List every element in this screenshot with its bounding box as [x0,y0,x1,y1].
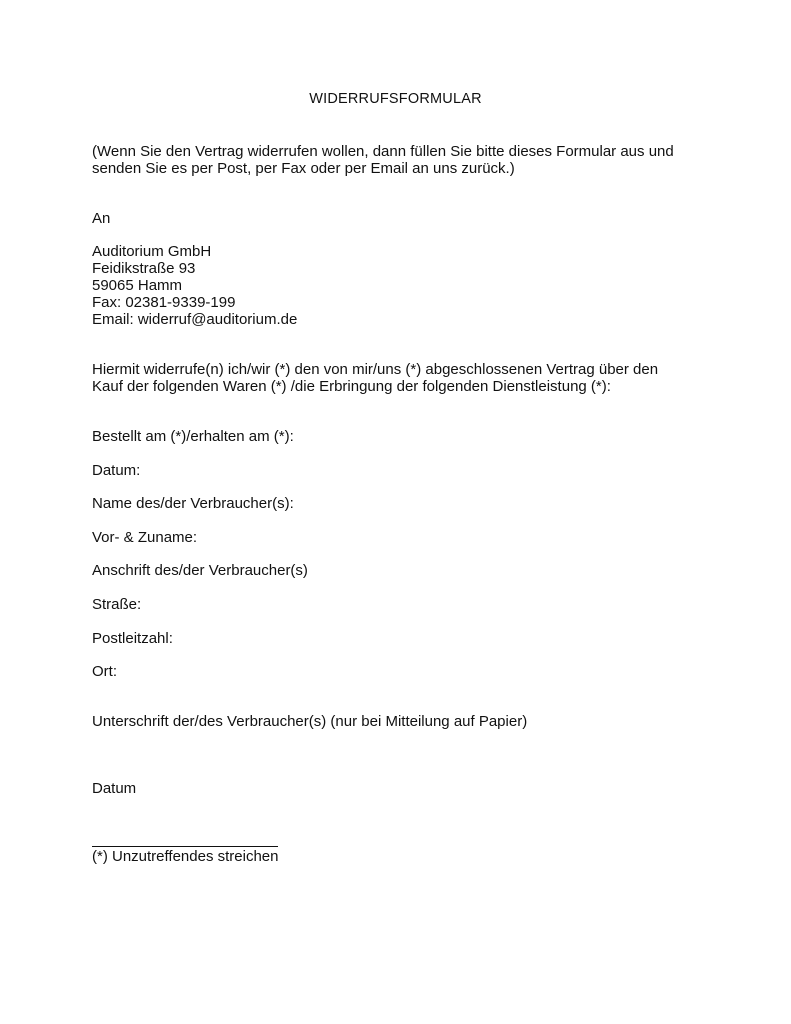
field-order-date: Bestellt am (*)/erhalten am (*): [92,428,294,445]
field-full-name: Vor- & Zuname: [92,529,198,546]
form-title: WIDERRUFSFORMULAR [309,91,482,107]
field-street: Straße: [92,596,142,613]
field-consumer-name: Name des/der Verbraucher(s): [92,495,294,512]
recipient-address [92,243,712,328]
recipient-label: An [92,210,111,227]
footnote: (*) Unzutreffendes streichen [92,848,279,865]
email-address: Email: widerruf@auditorium.de [92,311,298,328]
statement-line: Hiermit widerrufe(n) ich/wir (*) den von mir/uns (*) abgeschlossenen Vertrag über den [92,361,659,378]
signature-label: Unterschrift der/des Verbraucher(s) (nur bei Mitteilung auf Papier) [92,713,528,730]
field-postal-code: Postleitzahl: [92,630,173,647]
signature-date-label: Datum [92,780,137,797]
footnote-divider [92,846,278,847]
field-city: Ort: [92,663,117,680]
intro-line: (Wenn Sie den Vertrag widerrufen wollen, dann füllen Sie bitte dieses Formular aus und [92,143,674,160]
intro-line: senden Sie es per Post, per Fax oder per Email an uns zurück.) [92,160,515,177]
intro-paragraph [92,143,712,177]
statement-line: Kauf der folgenden Waren (*) /die Erbringung der folgenden Dienstleistung (*): [92,378,611,395]
street-address: Feidikstraße 93 [92,260,196,277]
field-consumer-address: Anschrift des/der Verbraucher(s) [92,562,308,579]
field-date: Datum: [92,462,141,479]
withdrawal-statement [92,361,712,395]
postal-city: 59065 Hamm [92,277,183,294]
company-name: Auditorium GmbH [92,243,212,260]
fax-number: Fax: 02381-9339-199 [92,294,236,311]
